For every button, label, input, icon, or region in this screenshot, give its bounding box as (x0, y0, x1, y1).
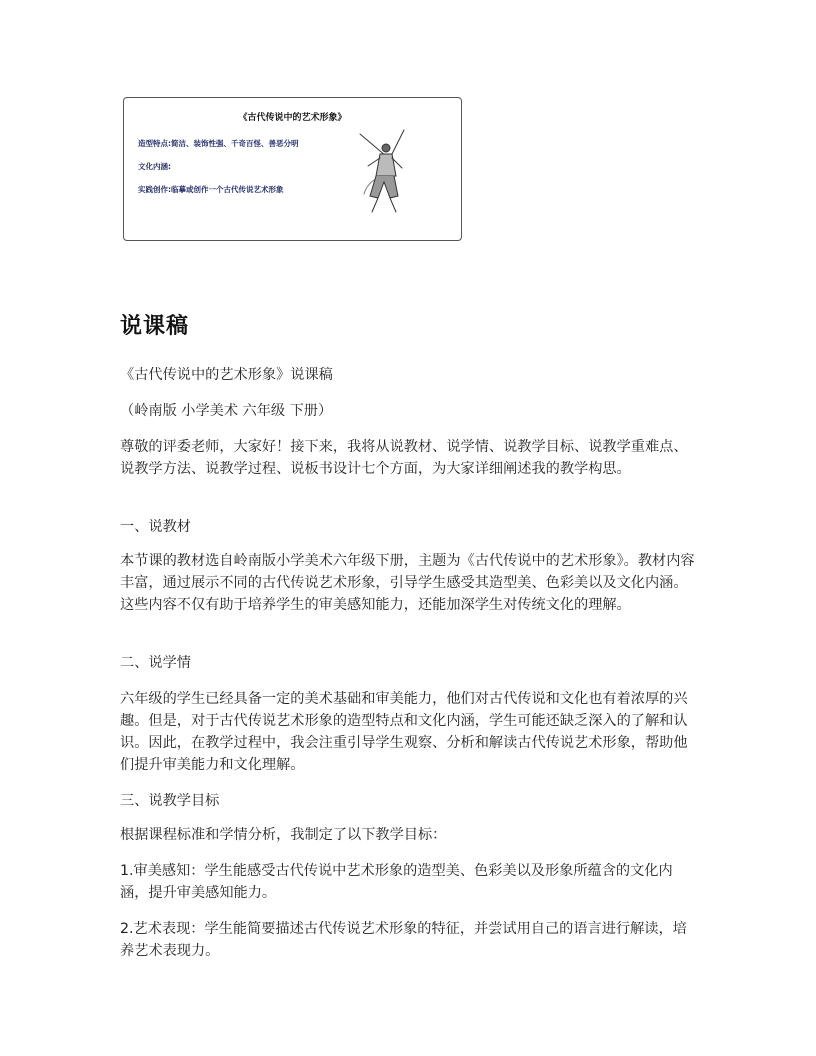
slide-thumbnail (123, 97, 462, 241)
section-heading-objectives: 三、说教学目标 (120, 793, 220, 809)
section-heading-students: 二、说学情 (120, 655, 191, 671)
mythical-warrior-illustration (356, 126, 408, 216)
doc-subtitle: 《古代传说中的艺术形象》说课稿 (120, 367, 333, 383)
intro-paragraph: 尊敬的评委老师，大家好！接下来，我将从说教材、说学情、说教学目标、说教学重难点、说教学方法、说教学过程、说板书设计七个方面，为大家详细阐述我的教学构思。 (120, 439, 688, 477)
slide-line-culture: 文化内涵: (138, 162, 171, 171)
slide-title: 《古代传说中的艺术形象》 (238, 113, 347, 123)
doc-edition: （岭南版 小学美术 六年级 下册） (120, 403, 333, 419)
objective-item-2: 2.艺术表现：学生能简要描述古代传说艺术形象的特征，并尝试用自己的语言进行解读，培养艺术表现力。 (120, 921, 687, 959)
section-heading-textbook: 一、说教材 (120, 519, 191, 535)
objectives-intro: 根据课程标准和学情分析，我制定了以下教学目标： (120, 827, 447, 843)
textbook-paragraph: 本节课的教材选自岭南版小学美术六年级下册，主题为《古代传说中的艺术形象》。教材内容丰富，通过展示不同的古代传说艺术形象，引导学生感受其造型美、色彩美以及文化内涵。这些内容不仅有助于培养学生的审美感知能力，还能加深学生对传统文化的理解。 (120, 553, 695, 613)
students-paragraph: 六年级的学生已经具备一定的美术基础和审美能力，他们对古代传说和文化也有着浓厚的兴趣。但是，对于古代传说艺术形象的造型特点和文化内涵，学生可能还缺乏深入的了解和认识。因此，在教学过程中，我会注重引导学生观察、分析和解读古代传说艺术形象，帮助他们提升审美能力和文化理解。 (120, 691, 688, 773)
page-title: 说课稿 (120, 314, 190, 339)
slide-line-features: 造型特点:简洁、装饰性强、千奇百怪、善恶分明 (138, 139, 299, 148)
slide-line-practice: 实践创作:临摹或创作一个古代传说艺术形象 (138, 185, 284, 194)
objective-item-1: 1.审美感知：学生能感受古代传说中艺术形象的造型美、色彩美以及形象所蕴含的文化内涵，提升审美感知能力。 (120, 863, 673, 901)
